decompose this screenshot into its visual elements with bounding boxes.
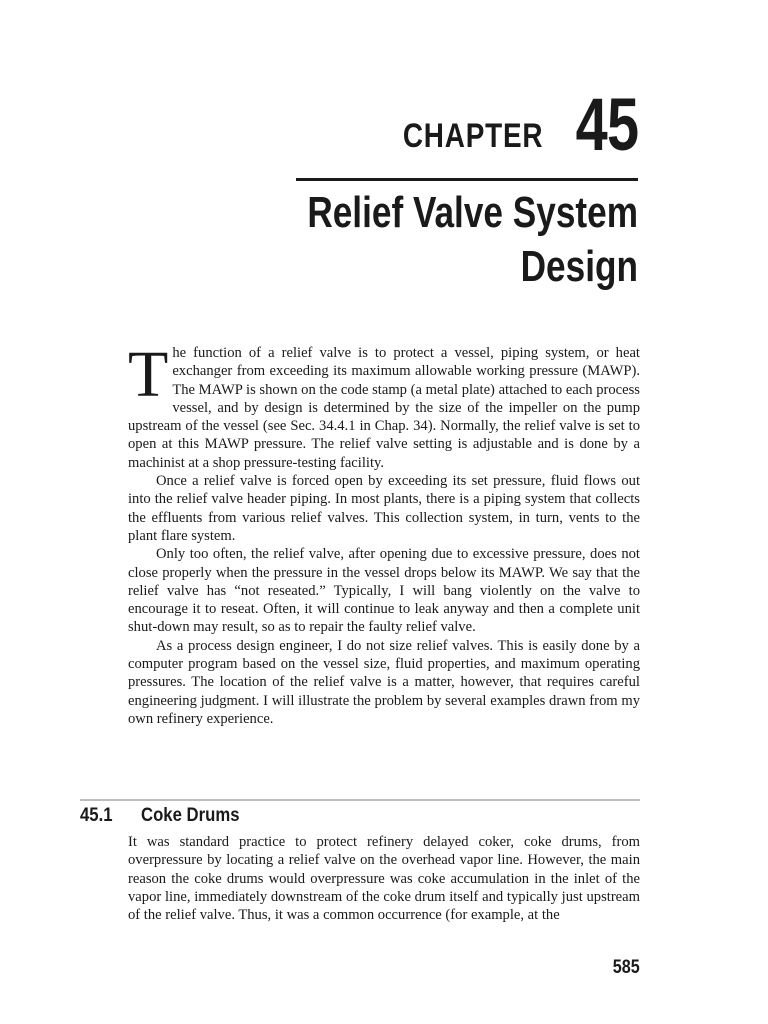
page-number: 585 [613, 957, 640, 978]
section-heading [80, 805, 640, 827]
chapter-word: CHAPTER [403, 116, 544, 155]
intro-paragraph-1 [128, 338, 640, 472]
intro-paragraph-3: Only too often, the relief valve, after opening due to excessive pressure, does not close properly when the pressure in the vessel drops below its MAWP. We say that the relief valve has “not reseated.” Typically, I will bang violently on the valve to encourage it to reseat. Often, it will continue to leak anyway and then a complete unit shut-down may result, so as to repair the faulty relief valve. [128, 546, 640, 636]
intro-paragraph-4: As a process design engineer, I do not size relief valves. This is easily done by a computer program based on the vessel size, fluid properties, and maximum operating pressures. The location of the relief valve is a matter, however, that requires careful engineering judgment. I will illustrate the problem by several examples drawn from my own refinery experience. [128, 637, 640, 727]
chapter-title-line-2: Design [520, 242, 638, 291]
drop-cap: T [128, 338, 169, 411]
chapter-title [218, 186, 638, 294]
section-number: 45.1 [80, 805, 113, 826]
intro-paragraph-2: Once a relief valve is forced open by exceeding its set pressure, fluid flows out into the relief valve header piping. In most plants, there is a piping system that collects the effluents from various relief valves. This collection system, in turn, vents to the plant flare system. [128, 473, 640, 544]
chapter-title-line-1: Relief Valve System [307, 188, 638, 237]
section-text [128, 833, 640, 924]
section-paragraph-1: It was standard practice to protect refinery delayed coker, coke drums, from overpressure by locating a relief valve on the overhead vapor line. However, the main reason the coke drums would overpressure was coke accumulation in the inlet of the vapor line, immediately downstream of the coke drum itself and typically just upstream of the relief valve. Thus, it was a common occurrence (for example, at the [128, 834, 640, 924]
section-title: Coke Drums [140, 805, 240, 826]
chapter-heading [372, 83, 638, 166]
intro-paragraph-1-text: he function of a relief valve is to protect a vessel, piping system, or heat exchanger from exceeding its maximum allowable working pressure (MAWP). The MAWP is shown on the code stamp (a metal plate) attached to each process vessel, and by design is determined by the size of the impeller on the pump upstream of the vessel (see Sec. 34.4.1 in Chap. 34). Normally, the relief valve is set to open at this MAWP pressure. The relief valve setting is adjustable and is done by a machinist at a shop pressure-testing facility. [128, 345, 640, 471]
section-rule [80, 799, 640, 801]
chapter-rule [296, 178, 638, 181]
chapter-label-row [372, 83, 638, 166]
intro-text [128, 338, 640, 728]
chapter-number: 45 [575, 83, 638, 166]
